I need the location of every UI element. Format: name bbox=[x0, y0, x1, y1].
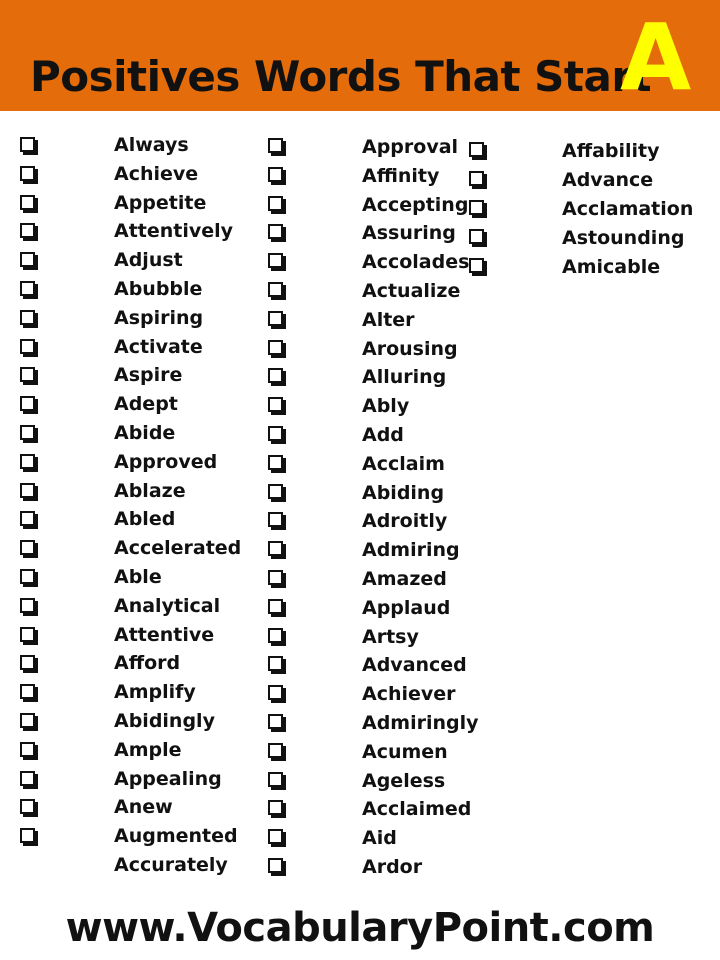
word-item: Appealing bbox=[114, 768, 222, 790]
word-item: Aspiring bbox=[114, 307, 204, 329]
checkbox[interactable] bbox=[20, 627, 35, 642]
word-item: Achieve bbox=[114, 163, 199, 185]
checkbox[interactable] bbox=[268, 829, 283, 844]
word-item: Amazed bbox=[362, 568, 447, 590]
checkbox[interactable] bbox=[469, 229, 484, 244]
title-letter: A bbox=[620, 4, 692, 111]
word-item: Abidingly bbox=[114, 710, 215, 732]
word-item: Adroitly bbox=[362, 510, 448, 532]
word-item: Ample bbox=[114, 739, 182, 761]
word-item: Ably bbox=[362, 395, 410, 417]
checkbox[interactable] bbox=[20, 195, 35, 210]
checkbox[interactable] bbox=[20, 425, 35, 440]
word-item: Astounding bbox=[562, 227, 685, 249]
checkbox[interactable] bbox=[469, 171, 484, 186]
word-item: Abubble bbox=[114, 278, 203, 300]
checkbox[interactable] bbox=[268, 599, 283, 614]
checkbox[interactable] bbox=[268, 772, 283, 787]
checkbox[interactable] bbox=[20, 540, 35, 555]
checkbox[interactable] bbox=[20, 828, 35, 843]
checkbox[interactable] bbox=[20, 483, 35, 498]
checkbox[interactable] bbox=[20, 252, 35, 267]
word-item: Aspire bbox=[114, 364, 183, 386]
word-item: Augmented bbox=[114, 825, 238, 847]
checkbox[interactable] bbox=[268, 858, 283, 873]
word-item: Abiding bbox=[362, 482, 445, 504]
checkbox[interactable] bbox=[20, 598, 35, 613]
checkbox[interactable] bbox=[268, 541, 283, 556]
checkbox[interactable] bbox=[20, 367, 35, 382]
word-item: Accelerated bbox=[114, 537, 242, 559]
word-item: Ablaze bbox=[114, 480, 186, 502]
word-item: Afford bbox=[114, 652, 181, 674]
word-item: Admiringly bbox=[362, 712, 479, 734]
word-item: Ardor bbox=[362, 856, 423, 878]
word-item: Achiever bbox=[362, 683, 456, 705]
word-item: Attentive bbox=[114, 624, 215, 646]
word-item: Acclamation bbox=[562, 198, 694, 220]
checkbox[interactable] bbox=[268, 426, 283, 441]
checkbox[interactable] bbox=[268, 685, 283, 700]
checkbox[interactable] bbox=[20, 655, 35, 670]
checkbox[interactable] bbox=[268, 311, 283, 326]
word-item: Affability bbox=[562, 140, 660, 162]
word-item: Actualize bbox=[362, 280, 461, 302]
checkbox[interactable] bbox=[20, 742, 35, 757]
checkbox[interactable] bbox=[469, 258, 484, 273]
checkbox[interactable] bbox=[268, 196, 283, 211]
checkbox[interactable] bbox=[268, 138, 283, 153]
word-item: Alter bbox=[362, 309, 415, 331]
word-item: Amicable bbox=[562, 256, 661, 278]
word-item: Attentively bbox=[114, 220, 234, 242]
checkbox[interactable] bbox=[268, 253, 283, 268]
word-item: Adept bbox=[114, 393, 178, 415]
checkbox[interactable] bbox=[268, 484, 283, 499]
word-item: Adjust bbox=[114, 249, 183, 271]
word-item: Admiring bbox=[362, 539, 460, 561]
checkbox[interactable] bbox=[268, 714, 283, 729]
checkbox[interactable] bbox=[20, 569, 35, 584]
word-item: Activate bbox=[114, 336, 203, 358]
word-item: Advanced bbox=[362, 654, 467, 676]
word-item: Accurately bbox=[114, 854, 228, 876]
checkbox[interactable] bbox=[20, 771, 35, 786]
checkbox[interactable] bbox=[268, 368, 283, 383]
word-item: Alluring bbox=[362, 366, 447, 388]
checkbox[interactable] bbox=[20, 137, 35, 152]
checkbox[interactable] bbox=[268, 397, 283, 412]
checkbox[interactable] bbox=[268, 800, 283, 815]
checkbox[interactable] bbox=[268, 340, 283, 355]
word-item: Able bbox=[114, 566, 162, 588]
word-item: Anew bbox=[114, 796, 173, 818]
word-item: Abled bbox=[114, 508, 176, 530]
word-item: Always bbox=[114, 134, 189, 156]
word-item: Approval bbox=[362, 136, 459, 158]
checkbox[interactable] bbox=[20, 396, 35, 411]
checkbox[interactable] bbox=[268, 167, 283, 182]
checkbox[interactable] bbox=[268, 282, 283, 297]
word-item: Affinity bbox=[362, 165, 440, 187]
word-item: Abide bbox=[114, 422, 176, 444]
word-item: Advance bbox=[562, 169, 654, 191]
word-item: Analytical bbox=[114, 595, 221, 617]
checkbox[interactable] bbox=[469, 142, 484, 157]
checkbox[interactable] bbox=[268, 628, 283, 643]
checkbox[interactable] bbox=[20, 511, 35, 526]
checkbox[interactable] bbox=[20, 454, 35, 469]
checkbox[interactable] bbox=[268, 455, 283, 470]
checkbox[interactable] bbox=[268, 743, 283, 758]
checkbox[interactable] bbox=[20, 310, 35, 325]
word-item: Approved bbox=[114, 451, 218, 473]
word-item: Accolades bbox=[362, 251, 470, 273]
checkbox[interactable] bbox=[268, 570, 283, 585]
word-item: Acclaim bbox=[362, 453, 445, 475]
checkbox[interactable] bbox=[469, 200, 484, 215]
checkbox[interactable] bbox=[20, 166, 35, 181]
word-item: Assuring bbox=[362, 222, 456, 244]
word-item: Aid bbox=[362, 827, 397, 849]
word-item: Add bbox=[362, 424, 404, 446]
word-item: Accepting bbox=[362, 194, 469, 216]
checkbox[interactable] bbox=[20, 684, 35, 699]
word-item: Acumen bbox=[362, 741, 448, 763]
checkbox[interactable] bbox=[20, 281, 35, 296]
checkbox[interactable] bbox=[20, 223, 35, 238]
word-item: Ageless bbox=[362, 770, 446, 792]
word-item: Acclaimed bbox=[362, 798, 472, 820]
checkbox[interactable] bbox=[20, 799, 35, 814]
checkbox[interactable] bbox=[20, 339, 35, 354]
word-item: Arousing bbox=[362, 338, 458, 360]
checkbox[interactable] bbox=[20, 713, 35, 728]
word-item: Appetite bbox=[114, 192, 207, 214]
checkbox[interactable] bbox=[268, 656, 283, 671]
word-item: Artsy bbox=[362, 626, 419, 648]
checkbox[interactable] bbox=[268, 512, 283, 527]
footer-url: www.VocabularyPoint.com bbox=[65, 905, 655, 951]
word-item: Amplify bbox=[114, 681, 196, 703]
word-item: Applaud bbox=[362, 597, 451, 619]
checkbox[interactable] bbox=[268, 224, 283, 239]
page-title: Positives Words That Start bbox=[30, 52, 652, 101]
